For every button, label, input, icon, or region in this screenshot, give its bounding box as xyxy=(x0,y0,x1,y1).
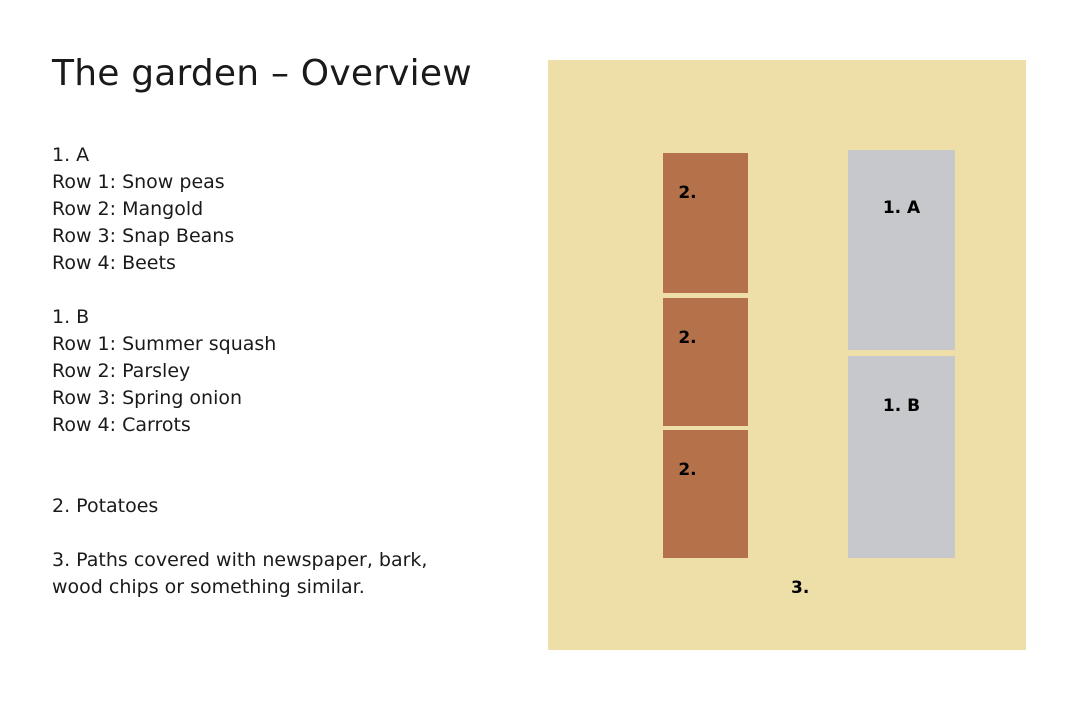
bed-potatoes-3-label: 2. xyxy=(678,460,697,480)
bed-1b xyxy=(848,356,955,558)
bed-1a xyxy=(848,150,955,350)
section-1b-row-1: Row 1: Summer squash xyxy=(52,332,277,355)
section-1a-row-3: Row 3: Snap Beans xyxy=(52,224,235,247)
page-title: The garden – Overview xyxy=(52,53,472,94)
section-1b-heading: 1. B xyxy=(52,305,90,328)
path-label: 3. xyxy=(791,578,810,598)
bed-1a-label: 1. A xyxy=(882,198,921,218)
slide-text-column xyxy=(52,54,512,601)
note-paths-line-1: 3. Paths covered with newspaper, bark, xyxy=(52,548,428,571)
section-1a-row-1: Row 1: Snow peas xyxy=(52,170,225,193)
section-1b-row-2: Row 2: Parsley xyxy=(52,359,191,382)
bed-1b-label: 1. B xyxy=(882,396,921,416)
section-1a-row-4: Row 4: Beets xyxy=(52,251,176,274)
spacer-2 xyxy=(52,439,512,493)
section-1b-row-3: Row 3: Spring onion xyxy=(52,386,243,409)
section-1a-heading: 1. A xyxy=(52,143,90,166)
note-paths xyxy=(52,547,512,601)
spacer-3 xyxy=(52,520,512,547)
spacer-1 xyxy=(52,277,512,304)
bed-potatoes-1 xyxy=(663,153,748,293)
garden-diagram xyxy=(548,60,1026,650)
section-1b-row-4: Row 4: Carrots xyxy=(52,413,191,436)
bed-potatoes-2 xyxy=(663,298,748,426)
section-1a-row-2: Row 2: Mangold xyxy=(52,197,204,220)
bed-potatoes-1-label: 2. xyxy=(678,183,697,203)
note-paths-line-2: wood chips or something similar. xyxy=(52,575,365,598)
section-1a xyxy=(52,142,512,277)
note-potatoes: 2. Potatoes xyxy=(52,494,159,517)
bed-potatoes-3 xyxy=(663,430,748,558)
section-1b xyxy=(52,304,512,439)
bed-potatoes-2-label: 2. xyxy=(678,328,697,348)
